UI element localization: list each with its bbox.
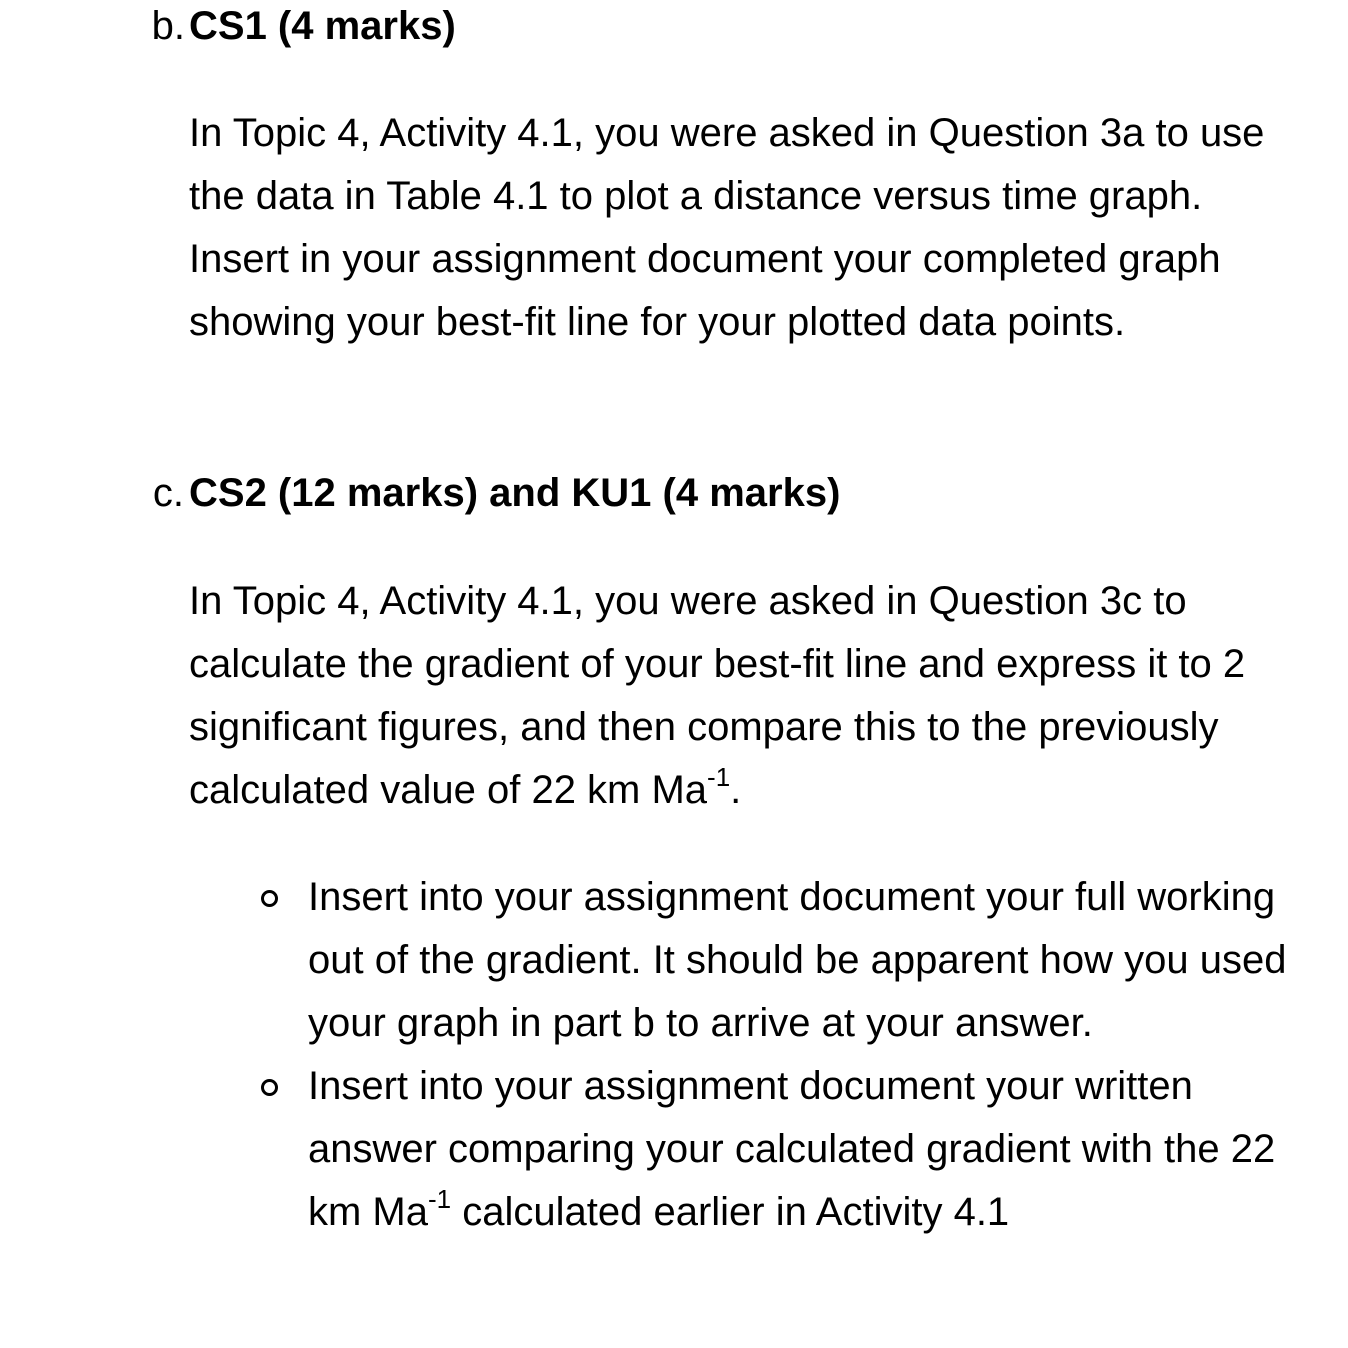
part-c-marker: c. [152,471,184,515]
unit-superscript: -1 [428,1184,452,1214]
part-c-heading [0,467,1348,519]
part-c-title: CS2 (12 marks) and KU1 (4 marks) [189,471,841,515]
unit-superscript: -1 [707,762,731,792]
list-item [0,866,1298,1055]
part-b-heading [0,0,1348,52]
part-b-instructions: In Topic 4, Activity 4.1, you were asked in Question 3a to use the data in Table 4.1 to plot a distance versus time graph. Insert in your assignment document your completed graph showing your best-fit line for your plotted data points. [189,111,1265,344]
part-c-instructions-text: In Topic 4, Activity 4.1, you were asked in Question 3c to calculate the gradient of your best-fit line and express it to 2 significant figures, and then compare this to the previously calculated value of 22 km Ma [189,579,1246,812]
part-b-title: CS1 (4 marks) [189,4,456,48]
hollow-bullet-icon [261,1079,278,1096]
part-c-task-list [0,866,1348,1244]
list-item-text-end: calculated earlier in Activity 4.1 [451,1190,1010,1234]
part-c-instructions-end: . [730,768,742,812]
list-item [0,1055,1298,1244]
part-b-marker: b. [151,4,185,48]
list-item-text: Insert into your assignment document your written answer comparing your calculated gradient with the 22 km Ma [308,1064,1276,1234]
hollow-bullet-icon [261,890,278,907]
part-c-instructions [189,570,1299,822]
list-item-text: Insert into your assignment document your full working out of the gradient. It should be apparent how you used your graph in part b to arrive at your answer. [308,875,1287,1045]
